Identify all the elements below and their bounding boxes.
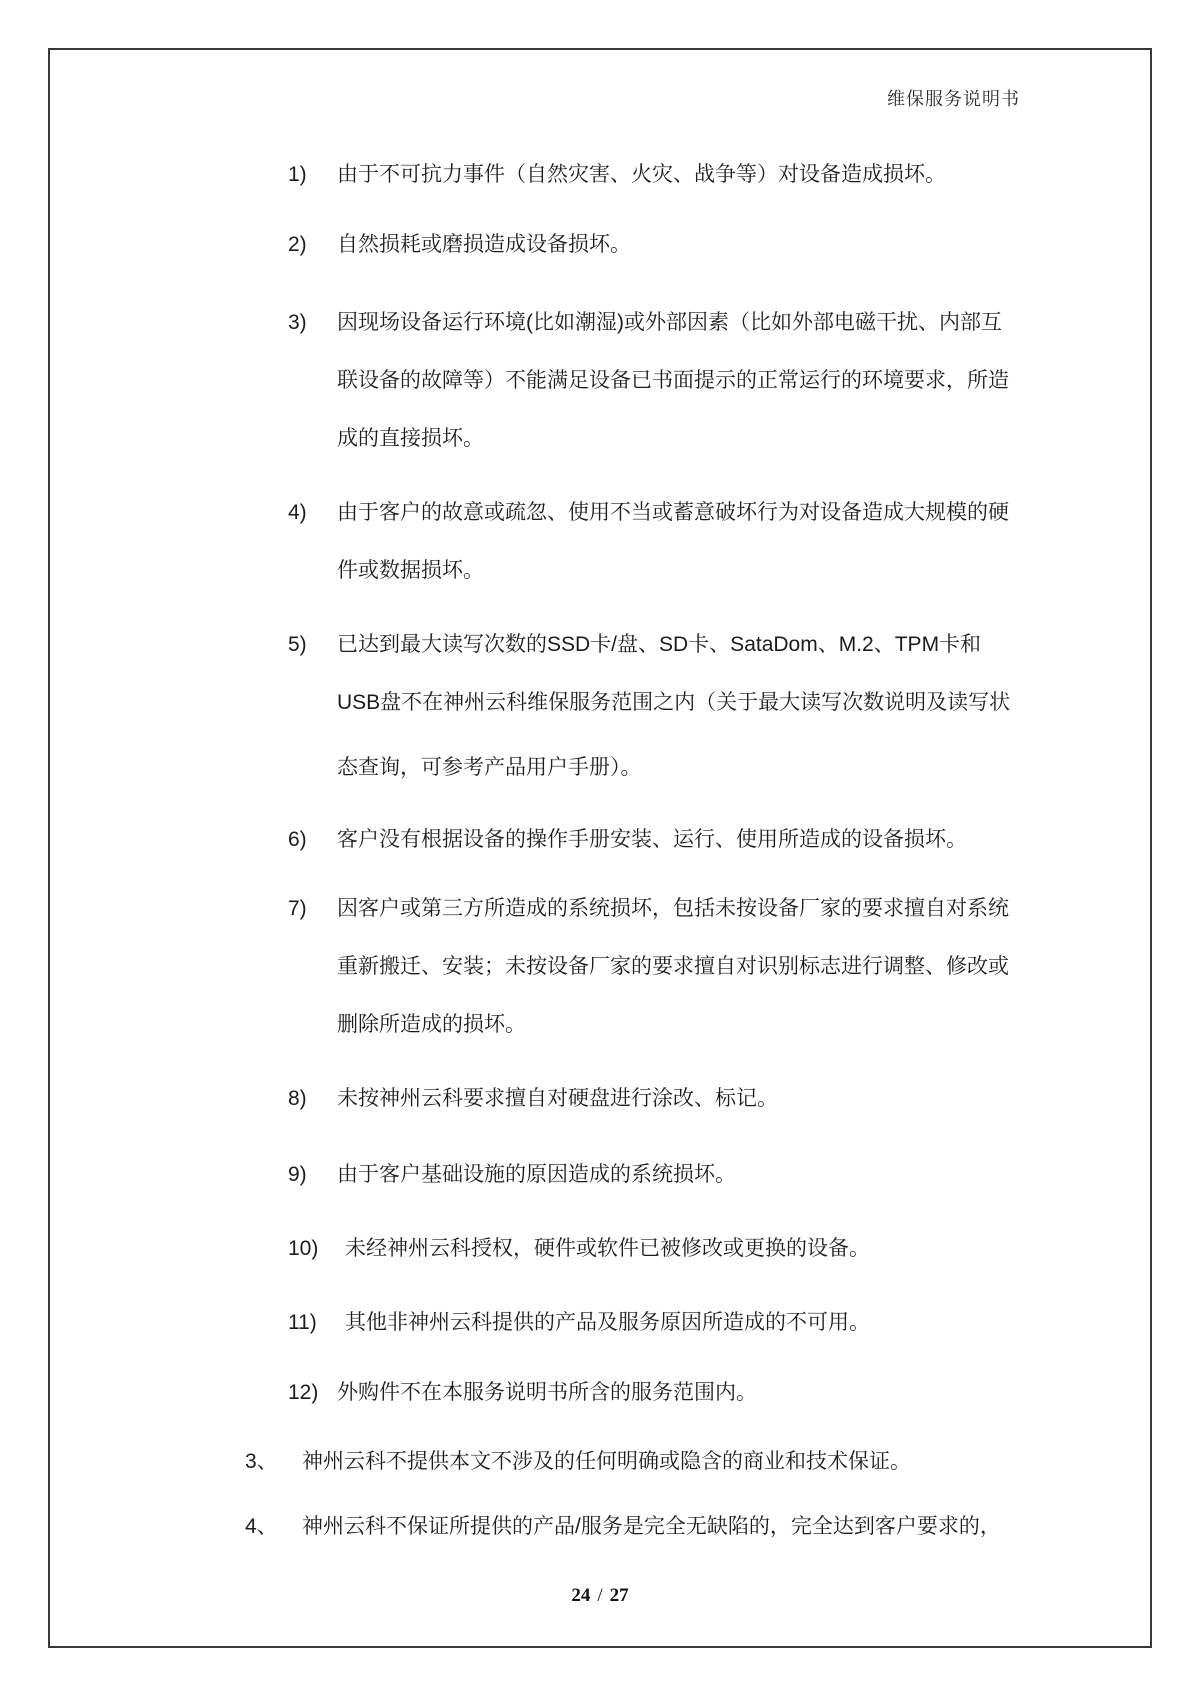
list-item-text: 因现场设备运行环境(比如潮湿)或外部因素（比如外部电磁干扰、内部互: [337, 311, 1002, 334]
list-item-number: 8): [288, 1087, 307, 1110]
list-item-number: 3): [288, 311, 307, 334]
list-item-text: 神州云科不保证所提供的产品/服务是完全无缺陷的，完全达到客户要求的，: [302, 1515, 1001, 1538]
list-item: [0, 630, 1200, 660]
list-item-text: 件或数据损坏。: [337, 559, 484, 582]
list-item-text: USB盘不在神州云科维保服务范围之内（关于最大读写次数说明及读写状: [337, 691, 1011, 714]
list-item-number: 7): [288, 897, 307, 920]
list-item-continuation: [0, 753, 1200, 783]
list-item: [0, 1447, 1200, 1477]
list-item: [0, 894, 1200, 924]
list-item: [0, 160, 1200, 190]
list-item: [0, 1234, 1200, 1264]
list-item-text: 因客户或第三方所造成的系统损坏，包括未按设备厂家的要求擅自对系统: [337, 897, 1009, 920]
list-item-text: 客户没有根据设备的操作手册安装、运行、使用所造成的设备损坏。: [337, 828, 967, 851]
list-item-number: 11): [288, 1311, 317, 1334]
list-item-number: 4、: [245, 1515, 278, 1538]
list-item-text: 神州云科不提供本文不涉及的任何明确或隐含的商业和技术保证。: [302, 1450, 911, 1473]
list-item-text: 由于客户的故意或疏忽、使用不当或蓄意破坏行为对设备造成大规模的硬: [337, 501, 1009, 524]
page-number-total: 27: [609, 1585, 629, 1606]
list-item-text: 联设备的故障等）不能满足设备已书面提示的正常运行的环境要求，所造: [337, 369, 1009, 392]
page-number-separator: /: [597, 1585, 603, 1606]
list-item-number: 2): [288, 233, 307, 256]
list-item-text: 其他非神州云科提供的产品及服务原因所造成的不可用。: [345, 1311, 870, 1334]
list-item: [0, 498, 1200, 528]
list-item: [0, 825, 1200, 855]
list-item-number: 9): [288, 1163, 307, 1186]
list-item-number: 6): [288, 828, 307, 851]
list-item-text: 外购件不在本服务说明书所含的服务范围内。: [337, 1381, 757, 1404]
list-item-continuation: [0, 424, 1200, 454]
list-item: [0, 1308, 1200, 1338]
list-item-text: 重新搬迁、安装；未按设备厂家的要求擅自对识别标志进行调整、修改或: [337, 955, 1009, 978]
list-item-number: 10): [288, 1237, 319, 1260]
list-item-number: 5): [288, 633, 307, 656]
list-item-number: 1): [288, 163, 307, 186]
list-item-text: 由于不可抗力事件（自然灾害、火灾、战争等）对设备造成损坏。: [337, 163, 946, 186]
list-item-number: 3、: [245, 1450, 278, 1473]
list-item-continuation: [0, 556, 1200, 586]
list-item-continuation: [0, 1010, 1200, 1040]
list-item-text: 由于客户基础设施的原因造成的系统损坏。: [337, 1163, 736, 1186]
list-item-continuation: [0, 952, 1200, 982]
page-header-title: 维保服务说明书: [887, 89, 1020, 109]
list-item-text: 未经神州云科授权，硬件或软件已被修改或更换的设备。: [345, 1237, 870, 1260]
list-item-text: 删除所造成的损坏。: [337, 1013, 526, 1036]
list-item: [0, 1512, 1200, 1542]
list-item: [0, 1160, 1200, 1190]
list-item-number: 12): [288, 1381, 319, 1404]
list-item-number: 4): [288, 501, 307, 524]
list-item-continuation: [0, 688, 1200, 718]
list-item-text: 成的直接损坏。: [337, 427, 484, 450]
list-item: [0, 308, 1200, 338]
list-item-text: 未按神州云科要求擅自对硬盘进行涂改、标记。: [337, 1087, 778, 1110]
list-item: [0, 1084, 1200, 1114]
list-item-text: 已达到最大读写次数的SSD卡/盘、SD卡、SataDom、M.2、TPM卡和: [337, 633, 982, 656]
page-number-current: 24: [571, 1585, 591, 1606]
list-item: [0, 1378, 1200, 1408]
list-item: [0, 230, 1200, 260]
list-item-continuation: [0, 366, 1200, 396]
page-number: [0, 1581, 1200, 1611]
list-item-text: 自然损耗或磨损造成设备损坏。: [337, 233, 631, 256]
list-item-text: 态查询，可参考产品用户手册）。: [337, 756, 642, 779]
